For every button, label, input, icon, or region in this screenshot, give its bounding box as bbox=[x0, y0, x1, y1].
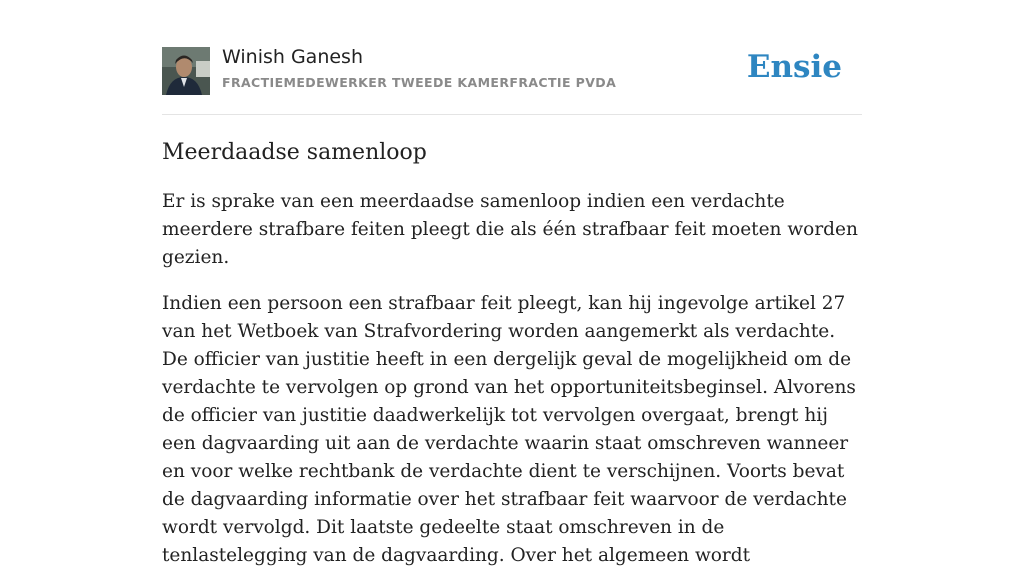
author-name[interactable]: Winish Ganesh bbox=[222, 46, 363, 68]
ensie-logo[interactable]: Ensie bbox=[746, 49, 842, 85]
article bbox=[162, 136, 862, 570]
article-paragraph: Er is sprake van een meerdaadse samenloop indien een verdachte meerdere strafbare feiten pleegt die als één strafbaar feit moeten worden gezien. bbox=[162, 191, 858, 268]
avatar-photo bbox=[162, 47, 210, 95]
article-title: Meerdaadse samenloop bbox=[162, 140, 427, 165]
author-role: FRACTIEMEDEWERKER TWEEDE KAMERFRACTIE PVDA bbox=[222, 75, 617, 90]
author-header bbox=[162, 0, 862, 115]
article-paragraph: Indien een persoon een strafbaar feit pleegt, kan hij ingevolge artikel 27 van het Wetboek van Strafvordering worden aangemerkt als verdachte. De officier van justitie heeft in een dergelijk geval de mogelijkheid om de verdachte te vervolgen op grond van het opportuniteitsbeginsel. Alvorens de officier van justitie daadwerkelijk tot vervolgen overgaat, brengt hij een dagvaarding uit aan de verdachte waarin staat omschreven wanneer en voor welke rechtbank de verdachte dient te verschijnen. Voorts bevat de dagvaarding informatie over het strafbaar feit waarvoor de verdachte wordt vervolgd. Dit laatste gedeelte staat omschreven in de tenlastelegging van de dagvaarding. Over het algemeen wordt bbox=[162, 293, 856, 566]
author-avatar[interactable] bbox=[162, 47, 210, 95]
